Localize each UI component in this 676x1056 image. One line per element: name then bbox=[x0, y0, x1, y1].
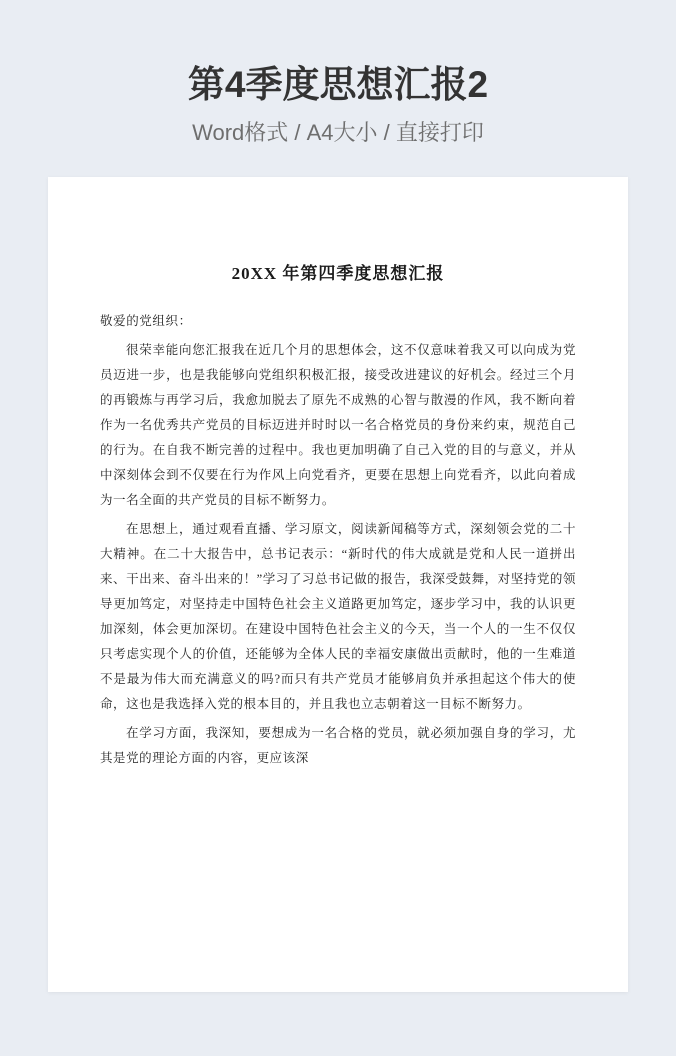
page-title: 第4季度思想汇报2 bbox=[187, 64, 489, 105]
document-paragraph: 在学习方面，我深知，要想成为一名合格的党员，就必须加强自身的学习，尤其是党的理论方面的内容，更应该深 bbox=[100, 726, 576, 765]
document-salutation: 敬爱的党组织： bbox=[100, 314, 192, 328]
document-sheet bbox=[48, 177, 628, 992]
document-paragraph: 在思想上，通过观看直播、学习原文，阅读新闻稿等方式，深刻领会党的二十大精神。在二十大报告中，总书记表示：“新时代的伟大成就是党和人民一道拼出来、干出来、奋斗出来的！”学习了习总书记做的报告，我深受鼓舞，对坚持党的领导更加笃定，对坚持走中国特色社会主义道路更加笃定，逐步学习中，我的认识更加深刻，体会更加深切。在建设中国特色社会主义的今天，当一个人的一生不仅仅只考虑实现个人的价值，还能够为全体人民的幸福安康做出贡献时，他的一生难道不是最为伟大而充满意义的吗?而只有共产党员才能够肩负并承担起这个伟大的使命，这也是我选择入党的根本目的，并且我也立志朝着这一目标不断努力。 bbox=[100, 522, 576, 711]
document-title: 20XX 年第四季度思想汇报 bbox=[231, 264, 445, 283]
header bbox=[0, 0, 676, 149]
document-paragraph: 很荣幸能向您汇报我在近几个月的思想体会，这不仅意味着我又可以向成为党员迈进一步，也是我能够向党组织积极汇报，接受改进建议的好机会。经过三个月的再锻炼与再学习后，我愈加脱去了原先不成熟的心智与散漫的作风，我不断向着作为一名优秀共产党员的目标迈进并时时以一名合格党员的身份来约束，规范自己的行为。在自我不断完善的过程中。我也更加明确了自己入党的目的与意义，并从中深刻体会到不仅要在行为作风上向党看齐，更要在思想上向党看齐，以此向着成为一名全面的共产党员的目标不断努力。 bbox=[100, 343, 576, 507]
page-subtitle: Word格式 / A4大小 / 直接打印 bbox=[192, 120, 484, 145]
document-body bbox=[48, 177, 628, 771]
